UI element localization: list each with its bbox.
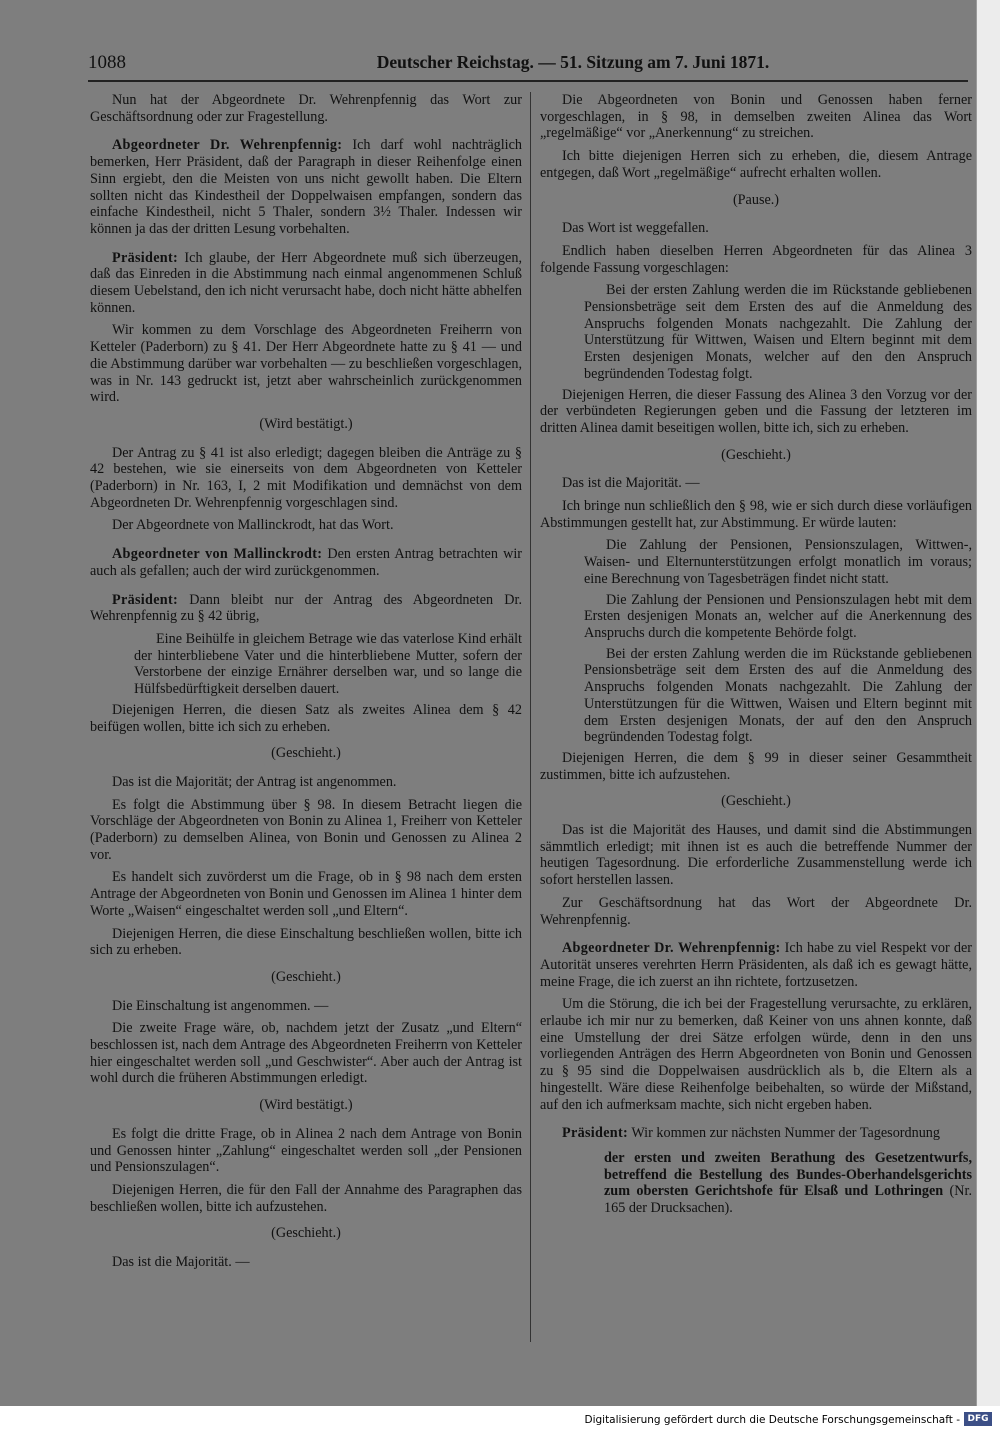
paragraph: Diejenigen Herren, die diesen Satz als zweites Alinea dem § 42 beifügen wollen, bitte ich sich zu erheben. <box>90 701 522 735</box>
speech <box>90 250 522 317</box>
paragraph: Das ist die Majorität. — <box>112 1254 250 1271</box>
speaker-name: Abgeordneter von Mallinckrodt: <box>112 546 323 563</box>
speech <box>540 1125 972 1142</box>
paragraph: Ich bitte diejenigen Herren sich zu erheben, die, diesem Antrage entgegen, daß Wort „regelmäßige“ aufrecht erhalten wollen. <box>540 148 972 181</box>
paragraph: Diejenigen Herren, die für den Fall der Annahme des Paragraphen das beschließen wollen, bitte ich aufzustehen. <box>90 1181 522 1215</box>
speech-text: Ich habe zu viel Respekt vor der Autorität unseres verehrten Herrn Präsidenten, als daß ich es gewagt hätte, meine Frage, die ich zuerst an ihn richtete, fortzusetzen. <box>540 940 972 990</box>
agenda-title: der ersten und zweiten Berathung des Gesetzentwurfs, betreffend die Bestellung des Bundes-Oberhandelsgerichts zum obersten Gerichtshofe für Elsaß und Lothringen <box>604 1149 972 1200</box>
paragraph: Der Antrag zu § 41 ist also erledigt; dagegen bleiben die Anträge zu § 42 bestehen, wie sie einerseits von dem Abgeordneten von Ketteler (Paderborn) in Nr. 163, I, 2 mit Modifikation und demnächst von dem Abgeordneten Dr. Wehrenpfennig vorgeschlagen sind. <box>90 444 522 511</box>
paragraph: Das Wort ist weggefallen. <box>562 220 709 237</box>
paragraph: Diejenigen Herren, die dem § 99 in dieser seiner Gesammtheit zustimmen, bitte ich aufzustehen. <box>540 749 972 783</box>
speech <box>90 137 522 237</box>
speech-text: Ich darf wohl nachträglich bemerken, Herr Präsident, daß der Paragraph in dieser Reihenfolge einen Sinn ergiebt, den die Meisten von uns nicht gewollt haben. Die Eltern sollten nicht das Kindestheil der Doppelwaisen empfangen, sondern das einfache Kindestheil, nicht 5 Thaler, sondern 3½ Thaler. Indessen wir können ja das der dritten Lesung vorbehalten. <box>90 137 522 237</box>
speech-text: Den ersten Antrag betrachten wir auch als gefallen; auch der wird zurückgenommen. <box>90 546 522 579</box>
speech <box>90 546 522 579</box>
dfg-logo: DFG <box>964 1412 992 1426</box>
page-edge <box>976 0 1000 1406</box>
paragraph: Endlich haben dieselben Herren Abgeordneten für das Alinea 3 folgende Fassung vorgeschlagen: <box>540 242 972 276</box>
speaker-name: Abgeordneter Dr. Wehrenpfennig: <box>562 940 781 957</box>
left-column <box>90 92 522 1352</box>
stage-direction: (Geschieht.) <box>721 793 791 810</box>
paragraph: Die Einschaltung ist angenommen. — <box>112 997 329 1014</box>
paragraph: Die zweite Frage wäre, ob, nachdem jetzt der Zusatz „und Eltern“ beschlossen ist, nach dem Antrage des Abgeordneten Freiherrn von Ketteler hier eingeschaltet werden soll „und Geschwister“. Aber auch der Antrag ist wohl durch die früheren Abstimmungen erledigt. <box>90 1020 522 1087</box>
speaker-name: Präsident: <box>562 1125 629 1142</box>
stage-direction: (Wird bestätigt.) <box>259 415 353 432</box>
quoted-text: Die Zahlung der Pensionen und Pensionszulagen hebt mit dem Ersten desjenigen Monats an, welcher auf die Anerkennung des Anspruchs durch die kompetente Behörde folgt. <box>584 591 972 641</box>
paragraph: Das ist die Majorität; der Antrag ist angenommen. <box>112 773 397 790</box>
paragraph: Es handelt sich zuvörderst um die Frage, ob in § 98 nach dem ersten Antrage der Abgeordneten von Bonin und Genossen im Alinea 1 hinter dem Worte „Waisen“ eingeschaltet werden soll „und Eltern“. <box>90 869 522 919</box>
paragraph: Nun hat der Abgeordnete Dr. Wehrenpfennig das Wort zur Geschäftsordnung oder zur Fragestellung. <box>90 92 522 125</box>
stage-direction: (Geschieht.) <box>721 446 791 463</box>
paragraph: Zur Geschäftsordnung hat das Wort der Abgeordnete Dr. Wehrenpfennig. <box>540 894 972 928</box>
paragraph: Der Abgeordnete von Mallinckrodt, hat das Wort. <box>112 517 394 534</box>
speech-text: Dann bleibt nur der Antrag des Abgeordneten Dr. Wehrenpfennig zu § 42 übrig, <box>90 591 522 625</box>
speech <box>90 592 522 625</box>
stage-direction: (Geschieht.) <box>271 1225 341 1242</box>
speaker-name: Präsident: <box>112 249 179 266</box>
speech-text: Ich glaube, der Herr Abgeordnete muß sich überzeugen, daß das Einreden in die Abstimmung nach einmal angenommenen Schluß diesem Uebelstand, den ich nicht verursacht habe, doch nicht hätte abhelfen können. <box>90 249 522 316</box>
stage-direction: (Wird bestätigt.) <box>259 1097 353 1114</box>
paragraph: Die Abgeordneten von Bonin und Genossen haben ferner vorgeschlagen, in § 98, in demselben zweiten Alinea das Wort „regelmäßige“ vor „Anerkennung“ zu streichen. <box>540 92 972 142</box>
right-column <box>540 92 972 1352</box>
paragraph: Das ist die Majorität des Hauses, und damit sind die Abstimmungen sämmtlich erledigt; mit ihnen ist es auch die betreffende Nummer der heutigen Tagesordnung. Die erforderliche Zusammenstellung werde ich sofort herstellen lassen. <box>540 822 972 889</box>
quoted-text: Eine Beihülfe in gleichem Betrage wie das vaterlose Kind erhält der hinterbliebene Vater und die hinterbliebene Mutter, sofern der Verstorbene der einzige Ernährer derselben war, und so lange die Hülfsbedürftigkeit derselben dauert. <box>134 630 522 698</box>
footer <box>0 1406 1000 1432</box>
stage-direction: (Pause.) <box>732 191 780 208</box>
paragraph: Um die Störung, die ich bei der Fragestellung verursachte, zu erklären, erlaube ich mir nur zu bemerken, daß Keiner von uns ahnen konnte, daß eine Umstellung der drei Sätze erfolgen würde, denn in den uns vorliegenden Anträgen des Herrn Abgeordneten von Bonin und Genossen zu § 95 sind die Doppelwaisen ausdrücklich als b, die Eltern als a hingestellt. Wäre diese Reihenfolge beibehalten, so würde der Mißstand, auf den ich aufmerksam machte, sich nicht ergeben haben. <box>540 996 972 1113</box>
paragraph: Ich bringe nun schließlich den § 98, wie er sich durch diese vorläufigen Abstimmungen gestellt hat, zur Abstimmung. Er würde lauten: <box>540 498 972 531</box>
stage-direction: (Geschieht.) <box>271 745 341 762</box>
paragraph: Es folgt die dritte Frage, ob in Alinea 2 nach dem Antrage von Bonin und Genossen hinter „Zahlung“ eingeschaltet werden soll „der Pensionen und Pensionszulagen“. <box>90 1125 522 1176</box>
column-divider <box>530 92 531 1342</box>
speaker-name: Präsident: <box>112 591 179 608</box>
agenda-reference: (Nr. 165 der Drucksachen). <box>604 1183 972 1217</box>
funding-note: Digitalisierung gefördert durch die Deutsche Forschungsgemeinschaft - <box>584 1414 960 1426</box>
paragraph: Es folgt die Abstimmung über § 98. In diesem Betracht liegen die Vorschläge der Abgeordneten von Bonin zu Alinea 1, Freiherr von Ketteler (Paderborn) zu demselben Alinea, von Bonin und Genossen zu Alinea 2 vor. <box>90 796 522 863</box>
paragraph: Das ist die Majorität. — <box>562 475 700 492</box>
quoted-text: Die Zahlung der Pensionen, Pensionszulagen, Wittwen-, Waisen- und Elternunterstützungen erfolgt monatlich im voraus; eine Berechnung von Tagesbeträgen findet nicht statt. <box>584 537 972 587</box>
paragraph: Diejenigen Herren, die diese Einschaltung beschließen wollen, bitte ich sich zu erheben. <box>90 925 522 959</box>
page-header <box>88 46 968 82</box>
speech <box>540 940 972 990</box>
page-number: 1088 <box>88 52 126 73</box>
quoted-text: Bei der ersten Zahlung werden die im Rückstande gebliebenen Pensionsbeträge seit dem Ersten des auf die Anmeldung des Anspruchs folgenden Monats nachgezahlt. Die Zahlung der Unterstützung für Wittwen, Waisen und Eltern beginnt mit dem Ersten desjenigen Monats, welcher auf den den Anspruch begründenden Todestag folgt. <box>584 282 972 382</box>
running-head: Deutscher Reichstag. — 51. Sitzung am 7. Juni 1871. <box>376 52 770 72</box>
paragraph: Diejenigen Herren, die dieser Fassung des Alinea 3 den Vorzug vor der der verbündeten Regierungen geben und die Fassung der letzteren im dritten Alinea damit beseitigen wollen, bitte ich, sich zu erheben. <box>540 386 972 436</box>
quoted-text: Bei der ersten Zahlung werden die im Rückstande gebliebenen Pensionsbeträge seit dem Ersten des auf die Anmeldung des Anspruchs folgenden Monats nachgezahlt. Die Zahlung der Unterstützungen für die Wittwen, Waisen und Eltern beginnt mit dem Ersten desjenigen Monats, der auf den den Anspruch begründenden Todestag folgt. <box>584 645 972 746</box>
speech-text: Wir kommen zur nächsten Nummer der Tagesordnung <box>631 1125 940 1142</box>
speaker-name: Abgeordneter Dr. Wehrenpfennig: <box>112 137 343 154</box>
agenda-item <box>604 1150 972 1217</box>
paragraph: Wir kommen zu dem Vorschlage des Abgeordneten Freiherrn von Ketteler (Paderborn) zu § 41. Der Herr Abgeordnete hatte zu § 41 — und die Abstimmung darüber war vorbehalten — zu beschließen vorgeschlagen, was in Nr. 143 gedruckt ist, jetzt aber wahrscheinlich zurückgenommen wird. <box>90 322 522 406</box>
stage-direction: (Geschieht.) <box>271 968 341 985</box>
